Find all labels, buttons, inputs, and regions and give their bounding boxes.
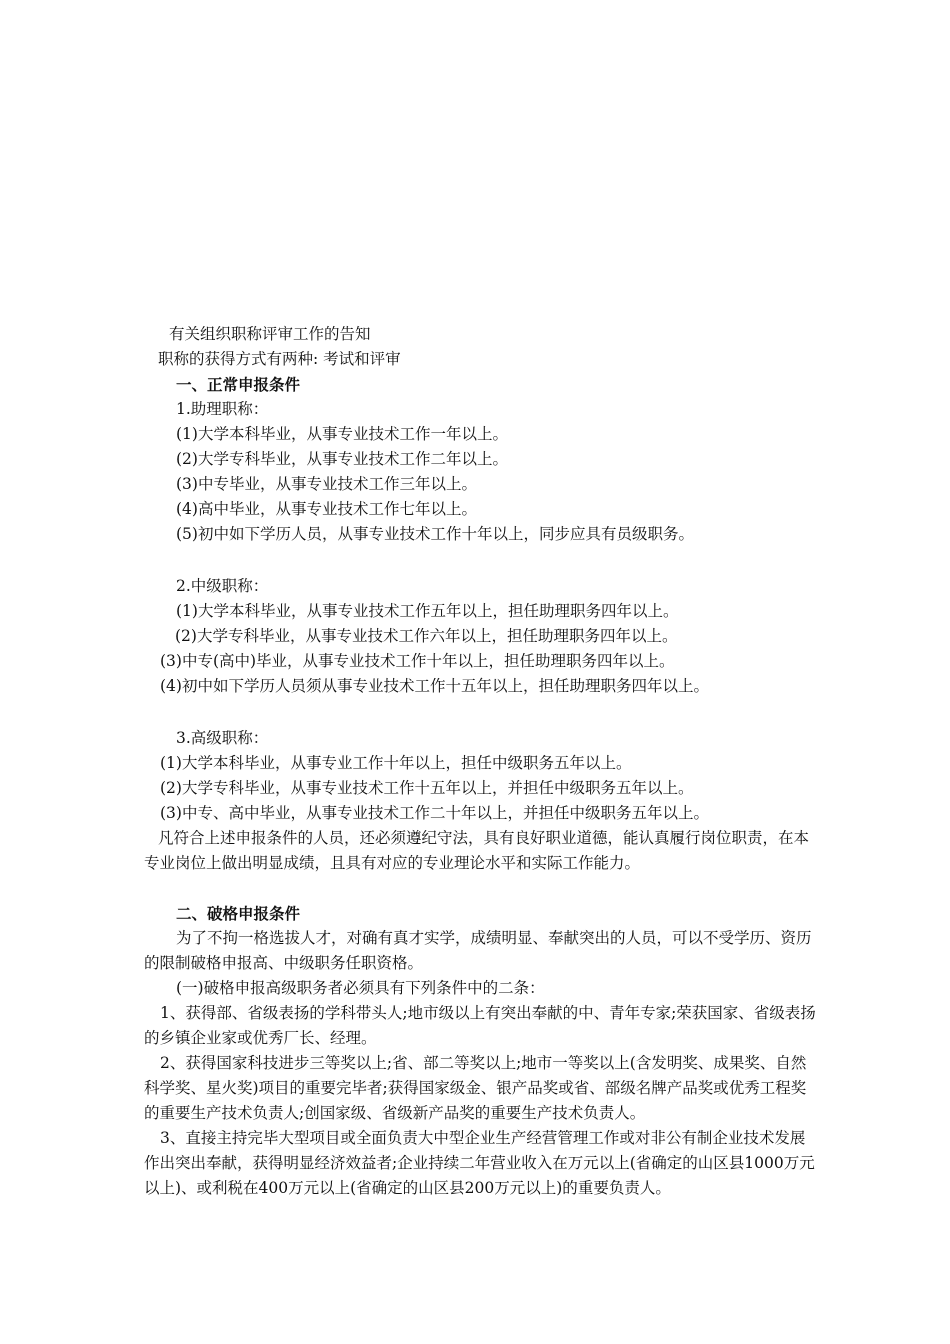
assistant-title-label: 1.助理职称： xyxy=(176,400,269,418)
list-item: (2)大学专科毕业，从事专业技术工作十五年以上，并担任中级职务五年以上。 xyxy=(160,779,694,797)
list-item: 3、直接主持完毕大型项目或全面负责大中型企业生产经营管理工作或对非公有制企业技术发展作出突出奉献，获得明显经济效益者;企业持续二年营业收入在万元以上(省确定的山区县1000万元以上)、或利税在400万元以上(省确定的山区县200万元以上)的重要负责人。 xyxy=(144,1129,815,1197)
document-title: 有关组织职称评审工作的告知 xyxy=(169,325,371,343)
document-subtitle: 职称的获得方式有两种: 考试和评审 xyxy=(158,350,401,368)
list-item: (1)大学本科毕业，从事专业技术工作五年以上，担任助理职务四年以上。 xyxy=(176,602,679,620)
section-heading-exceptional: 二、破格申报条件 xyxy=(176,904,301,923)
intermediate-title-label: 2.中级职称： xyxy=(176,577,269,595)
list-item: (3)中专毕业，从事专业技术工作三年以上。 xyxy=(176,475,477,493)
list-item: (1)大学本科毕业，从事专业技术工作一年以上。 xyxy=(176,425,508,443)
list-item: (1)大学本科毕业，从事专业工作十年以上，担任中级职务五年以上。 xyxy=(160,754,632,772)
document-body xyxy=(144,322,816,1201)
exceptional-intro: 为了不拘一格选拔人才，对确有真才实学，成绩明显、奉献突出的人员，可以不受学历、资历的限制破格申报高、中级职务任职资格。 xyxy=(144,929,812,972)
list-item: (4)高中毕业，从事专业技术工作七年以上。 xyxy=(176,500,477,518)
list-item: (2)大学专科毕业，从事专业技术工作六年以上，担任助理职务四年以上。 xyxy=(175,627,678,645)
list-item: (4)初中如下学历人员须从事专业技术工作十五年以上，担任助理职务四年以上。 xyxy=(160,677,709,695)
section-heading-normal: 一、正常申报条件 xyxy=(176,375,301,394)
spacer xyxy=(144,876,816,901)
list-item: 1、获得部、省级表扬的学科带头人;地市级以上有突出奉献的中、青年专家;荣获国家、省级表扬的乡镇企业家或优秀厂长、经理。 xyxy=(144,1004,816,1047)
list-item: (3)中专、高中毕业，从事专业技术工作二十年以上，并担任中级职务五年以上。 xyxy=(160,804,709,822)
spacer xyxy=(144,699,816,726)
spacer xyxy=(144,547,816,574)
list-item: (5)初中如下学历人员，从事专业技术工作十年以上，同步应具有员级职务。 xyxy=(176,525,694,543)
senior-title-label: 3.高级职称： xyxy=(176,729,269,747)
exceptional-sub-heading: (一)破格申报高级职务者必须具有下列条件中的二条： xyxy=(176,979,545,997)
list-item: (3)中专(高中)毕业，从事专业技术工作十年以上，担任助理职务四年以上。 xyxy=(160,652,675,670)
list-item: (2)大学专科毕业，从事专业技术工作二年以上。 xyxy=(176,450,508,468)
requirements-note: 凡符合上述申报条件的人员，还必须遵纪守法，具有良好职业道德，能认真履行岗位职责，在本专业岗位上做出明显成绩，且具有对应的专业理论水平和实际工作能力。 xyxy=(144,829,810,872)
list-item: 2、获得国家科技进步三等奖以上;省、部二等奖以上;地市一等奖以上(含发明奖、成果奖、自然科学奖、星火奖)项目的重要完毕者;获得国家级金、银产品奖或省、部级名牌产品奖或优秀工程奖的重要生产技术负责人;创国家级、省级新产品奖的重要生产技术负责人。 xyxy=(144,1054,807,1122)
